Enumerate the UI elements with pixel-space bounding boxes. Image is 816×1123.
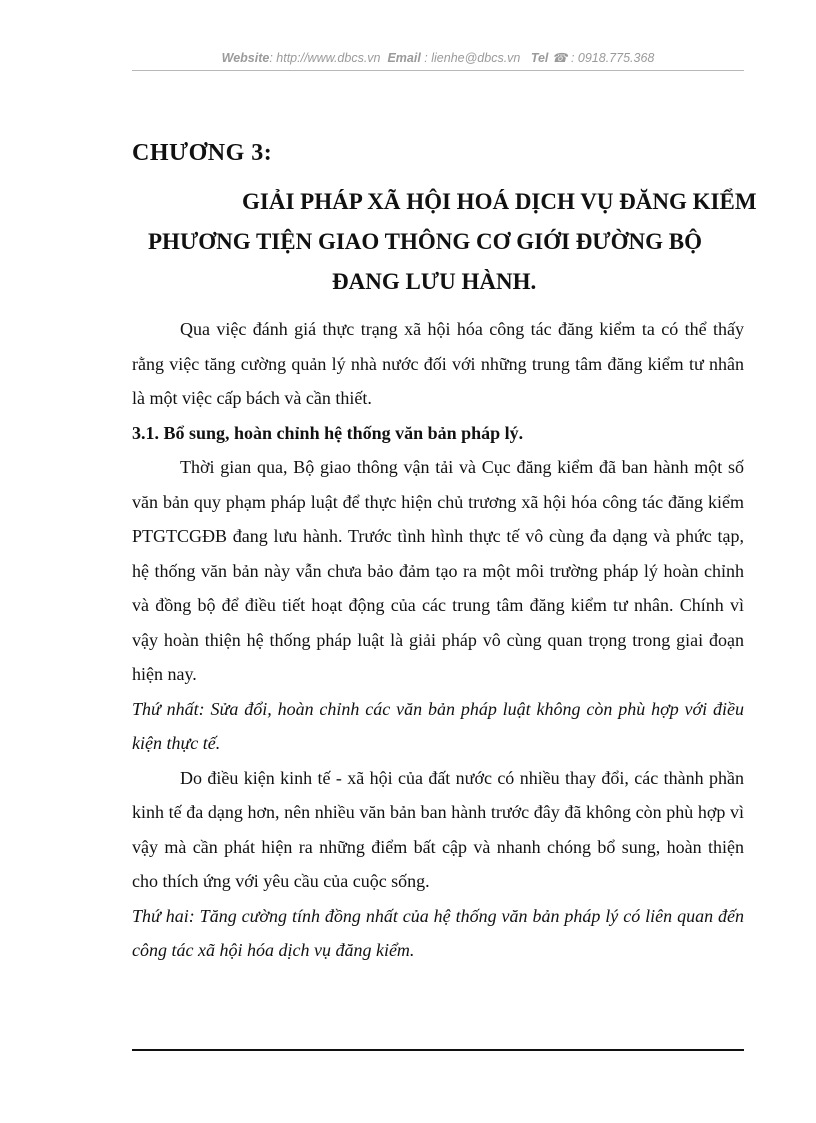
email-label: Email xyxy=(387,51,421,65)
website-url: : http://www.dbcs.vn xyxy=(269,51,381,65)
title-line: ĐANG LƯU HÀNH. xyxy=(332,269,537,294)
body-paragraph: Thời gian qua, Bộ giao thông vận tải và Cục đăng kiểm đã ban hành một số văn bản quy phạm pháp luật để thực hiện chủ trương xã hội hóa công tác đăng kiểm PTGTCGĐB đang lưu hành. Trước tình hình thực tế vô cùng đa dạng và phức tạp, hệ thống văn bản này vẫn chưa bảo đảm tạo ra một môi trường pháp lý hoàn chỉnh và đồng bộ để điều tiết hoạt động của các trung tâm đăng kiểm tư nhân. Chính vì vậy hoàn thiện hệ thống pháp luật là giải pháp vô cùng quan trọng trong giai đoạn hiện nay. xyxy=(132,457,744,684)
email-address: : lienhe@dbcs.vn xyxy=(420,51,521,65)
page-header xyxy=(132,50,744,65)
tel-label: Tel xyxy=(530,51,549,65)
body-paragraph: Do điều kiện kinh tế - xã hội của đất nước có nhiều thay đổi, các thành phần kinh tế đa dạng hơn, nên nhiều văn bản ban hành trước đây đã không còn phù hợp vì vậy mà cần phát hiện ra những điểm bất cập và nhanh chóng bổ sung, hoàn thiện cho thích ứng với yêu cầu của cuộc sống. xyxy=(132,767,744,891)
second-point: Thứ hai: Tăng cường tính đồng nhất của hệ thống văn bản pháp lý có liên quan đến công tác xã hội hóa dịch vụ đăng kiểm. xyxy=(132,905,744,960)
chapter-heading: CHƯƠNG 3: xyxy=(132,140,273,166)
document-body xyxy=(132,312,744,968)
header-divider xyxy=(132,70,744,71)
website-label: Website xyxy=(221,51,270,65)
footer-divider xyxy=(132,1049,744,1051)
chapter-title xyxy=(132,182,757,302)
title-line: GIẢI PHÁP XÃ HỘI HOÁ DỊCH VỤ ĐĂNG KIỂM xyxy=(242,189,757,214)
section-heading: 3.1. Bổ sung, hoàn chỉnh hệ thống văn bản pháp lý. xyxy=(132,422,524,443)
intro-paragraph: Qua việc đánh giá thực trạng xã hội hóa công tác đăng kiểm ta có thể thấy rằng việc tăng cường quản lý nhà nước đối với những trung tâm đăng kiểm tư nhân là một việc cấp bách và cần thiết. xyxy=(132,319,744,408)
first-point: Thứ nhất: Sửa đổi, hoàn chỉnh các văn bản pháp luật không còn phù hợp với điều kiện thực tế. xyxy=(132,698,744,753)
title-line: PHƯƠNG TIỆN GIAO THÔNG CƠ GIỚI ĐƯỜNG BỘ xyxy=(148,229,702,254)
tel-number: ☎ : 0918.775.368 xyxy=(548,51,655,65)
